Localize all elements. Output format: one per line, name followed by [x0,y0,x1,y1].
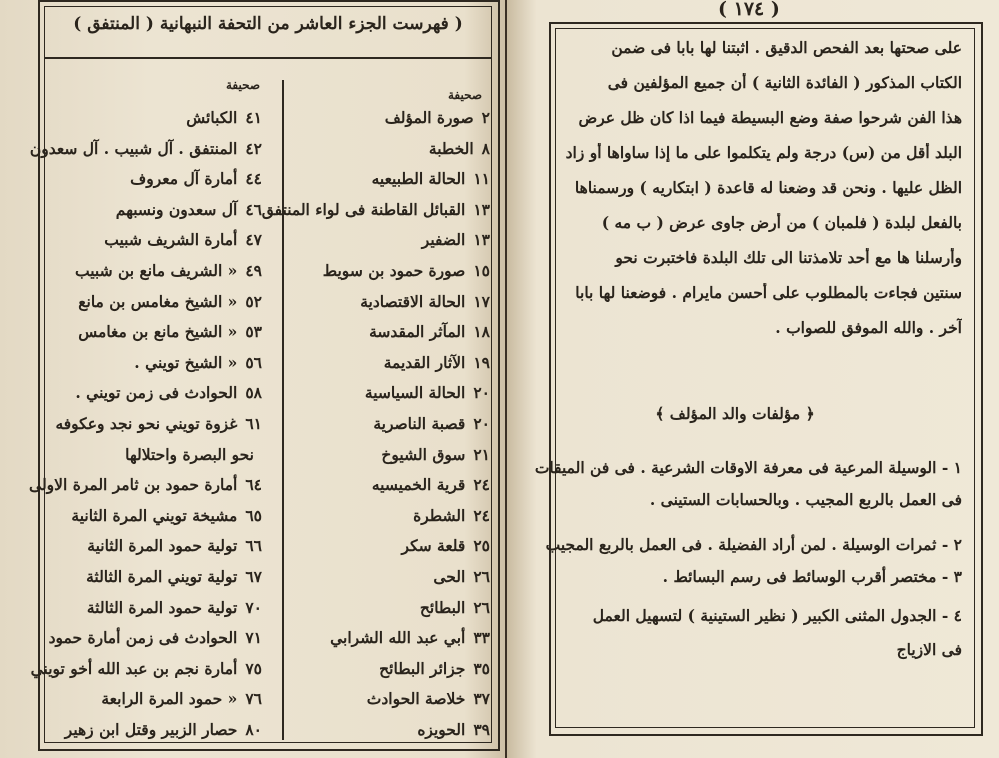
toc-entry-page: ٨ [481,138,490,158]
toc-entry [78,292,262,311]
toc-entry-page: ١٣ [473,199,490,219]
toc-entry-page: ٢٦ [473,567,490,586]
toc-entry [31,659,262,678]
works-list-line: ٣ - مختصر أقرب الوسائط فى رسم البسائط . [662,567,962,586]
toc-entry-title: المآثر المقدسة [369,322,466,342]
body-line: آخر . والله الموفق للصواب . [775,318,962,337]
toc-entry-title: « حمود المرة الرابعة [101,689,238,709]
toc-column-divider [282,80,284,740]
toc-entry-page: ٤٢ [245,138,262,158]
toc-entry-title: تولية حمود المرة الثانية [87,536,238,556]
toc-entry-title: أمارة الشريف شبيب [104,230,238,250]
toc-entry [429,139,490,158]
toc-entry-page: ٥٦ [245,352,262,372]
toc-entry [29,475,262,494]
toc-entry [372,475,490,494]
toc-entry-title: الحالة الطبيعيه [371,169,466,189]
toc-entry-page: ١٥ [473,261,490,280]
toc-entry-page: ٢٤ [473,505,490,525]
toc-entry [49,628,262,647]
toc-entry-page: ٢٤ [473,475,490,495]
toc-header-rule [44,57,492,59]
toc-entry-page: ٢٥ [473,536,490,556]
toc-entry-title: الضفير [421,230,466,250]
toc-entry-page: ١٧ [473,291,490,311]
toc-entry [134,353,262,372]
toc-entry-page: ٣٩ [473,720,490,739]
toc-entry-title: مشيخة تويني المرة الثانية [71,505,238,525]
toc-entry-title: آل سعدون ونسبهم [115,199,238,219]
toc-entry-page: ٥٢ [245,291,262,311]
toc-entry-page: ١٩ [473,352,490,372]
toc-entry-title: قرية الخميسيه [371,475,466,495]
toc-entry-page: ٢٠ [473,414,490,433]
toc-entry [71,506,262,525]
toc-entry-title: نحو البصرة واحتلالها [125,444,254,464]
toc-entry [369,322,490,341]
toc-entry-page: ٤٤ [245,169,262,189]
toc-entry-page: ٤٦ [245,199,262,219]
toc-entry-title: غزوة تويني نحو نجد وعكوفه [55,414,238,433]
toc-entry [65,720,262,739]
works-list-line: فى العمل بالربع المجيب . وبالحسابات الستينى . [649,490,962,509]
toc-entry [104,230,262,249]
toc-entry-page: ٧٠ [245,597,262,617]
works-list-line: فى الازياج [896,640,962,659]
toc-entry [330,628,490,647]
body-line: البلد أقل من (س) درجة ولم يتكلموا على ما إذا ساواها أو زاد [565,143,962,162]
toc-entry [365,383,490,402]
toc-entry-title: صورة المؤلف [384,108,474,127]
body-line: بالفعل لبلدة ( فلمبان ) من أرض جاوى عرض ( ب مه ) [601,213,962,232]
body-line: وأرسلنا ها مع أحد تلامذتنا الى تلك البلدة فاختبرت نحو [615,248,962,267]
toc-entry-title: « الشريف مانع بن شبيب [75,261,238,280]
toc-entry-page: ٦٥ [245,505,262,525]
toc-entry-page: ٧٥ [245,658,262,678]
toc-title: ( فهرست الجزء العاشر من التحفة النبهانية ( المنتفق ) [73,14,463,34]
toc-entry-title: القبائل القاطنة فى لواء المنتفق [261,199,466,219]
toc-entry [367,689,490,708]
toc-entry [323,261,490,280]
toc-entry [422,230,490,249]
toc-entry-title: الحالة الاقتصادية [360,291,466,311]
toc-entry-title: صورة حمود بن سويط [322,261,466,280]
toc-entry-page: ٨٠ [245,720,262,739]
toc-entry [420,598,490,617]
toc-entry [30,139,262,158]
toc-entry [417,720,490,739]
toc-entry-page: ٢١ [473,444,490,464]
toc-entry-title: الخطبة [428,138,474,158]
toc-entry-title: حصار الزبير وقتل ابن زهير [64,720,238,739]
toc-entry-page: ٧٦ [245,689,262,709]
toc-entry [186,108,262,127]
toc-entry-page: ٥٣ [245,322,262,342]
works-list-line: ٢ - ثمرات الوسيلة . لمن أراد الفضيلة . فى العمل بالربع المجيب [545,535,962,554]
toc-entry-title: الشطرة [413,505,466,525]
toc-entry-title: الحويزه [417,720,466,739]
toc-entry [385,108,490,127]
body-line: هذا الفن شرحوا صفة وضع البسيطة فيما اذا كان ظل عرض [578,108,962,127]
toc-entry-page: ٦٦ [245,536,262,556]
toc-entry [384,353,490,372]
toc-entry [75,383,262,402]
toc-entry [86,567,262,586]
toc-entry-title: البطائح [419,597,466,617]
toc-left-page-label: صحيفة [226,78,261,92]
works-list-line: ١ - الوسيلة المرعية فى معرفة الاوقات الشرعية . فى فن الميقات [534,458,962,477]
body-line: الكتاب المذكور ( الفائدة الثانية ) أن جميع المؤلفين فى [607,73,962,92]
toc-entry [433,567,490,586]
toc-entry-title: الحوادث فى زمن أمارة حمود [48,628,238,648]
toc-entry-title: « الشيخ تويني . [134,352,238,372]
toc-entry-page: ٢ [481,108,490,127]
toc-entry-title: خلاصة الحوادث [366,689,466,709]
toc-entry-page: ٣٧ [473,689,490,709]
toc-entry [360,292,490,311]
toc-entry-page: ٣٣ [473,628,490,648]
toc-entry [125,445,262,464]
toc-entry-title: المنتفق . آل شبيب . آل سعدون [29,138,238,158]
toc-entry-page: ٣٥ [473,658,490,678]
body-line: سنتين فجاءت بالمطلوب على أحسن مايرام . فوضعنا لها بابا [575,283,962,302]
toc-entry-title: قصبة الناصرية [373,414,466,433]
toc-entry-title: سوق الشيوخ [381,444,466,464]
toc-entry [381,445,490,464]
toc-entry [75,261,262,280]
toc-entry-page: ١١ [473,169,490,189]
toc-entry-page: ٦١ [245,414,262,433]
toc-entry [372,169,490,188]
toc-entry [413,506,490,525]
toc-entry [78,322,262,341]
toc-entry-title: تولية تويني المرة الثالثة [86,567,238,586]
toc-entry [55,414,262,433]
section-title: ﴿ مؤلفات والد المؤلف ﴾ [655,404,815,423]
toc-entry-page: ٧١ [245,628,262,648]
toc-entry-title: « الشيخ مانع بن مغامس [78,322,238,342]
toc-entry-page: ٢٠ [473,383,490,403]
toc-entry-title: الحوادث فى زمن تويني . [75,383,238,403]
toc-entry-page: ٦٧ [245,567,262,586]
toc-entry [130,169,262,188]
toc-entry [101,689,262,708]
body-line: على صحتها بعد الفحص الدقيق . اثبتنا لها بابا فى ضمن [611,38,962,57]
toc-entry-title: أمارة آل معروف [130,169,238,189]
works-list-line: ٤ - الجدول المثنى الكبير ( نظير الستينية ) لتسهيل العمل [592,606,962,625]
toc-entry-page: ١٨ [473,322,490,342]
toc-entry [373,414,490,433]
toc-entry-title: قلعة سكر [401,536,466,556]
toc-entry-title: الآثار القديمة [383,352,466,372]
toc-entry-title: أمارة نجم بن عبد الله أخو تويني [30,658,238,678]
toc-entry-title: أبي عبد الله الشرابي [330,628,466,648]
toc-entry [262,200,490,219]
toc-entry-title: الحالة السياسية [364,383,466,403]
toc-entry-page: ٤١ [245,108,262,127]
toc-entry-page: ٢٦ [473,597,490,617]
toc-entry-page: ١٣ [473,230,490,250]
toc-entry-page: ٥٨ [245,383,262,403]
toc-entry [116,200,262,219]
toc-entry [379,659,490,678]
toc-entry-title: الكبائش [186,108,238,127]
body-line: الظل عليها . ونحن قد وضعنا له قاعدة ( ابتكاريه ) ورسمناها [574,178,962,197]
toc-entry [87,598,262,617]
toc-entry-title: « الشيخ مغامس بن مانع [78,291,238,311]
toc-entry-page: ٦٤ [245,475,262,495]
toc-entry-title: جزائر البطائح [379,658,466,678]
toc-entry-page: ٤٩ [245,261,262,280]
toc-right-page-label: صحيفة [448,88,483,102]
toc-entry [402,536,490,555]
toc-entry [87,536,262,555]
page-number: ( ١٧٤ ) [718,0,780,20]
toc-entry-title: تولية حمود المرة الثالثة [86,597,238,617]
toc-entry-title: الحى [433,567,466,586]
toc-entry-page: ٤٧ [245,230,262,250]
toc-entry-title: أمارة حمود بن ثامر المرة الاولى [29,475,238,495]
